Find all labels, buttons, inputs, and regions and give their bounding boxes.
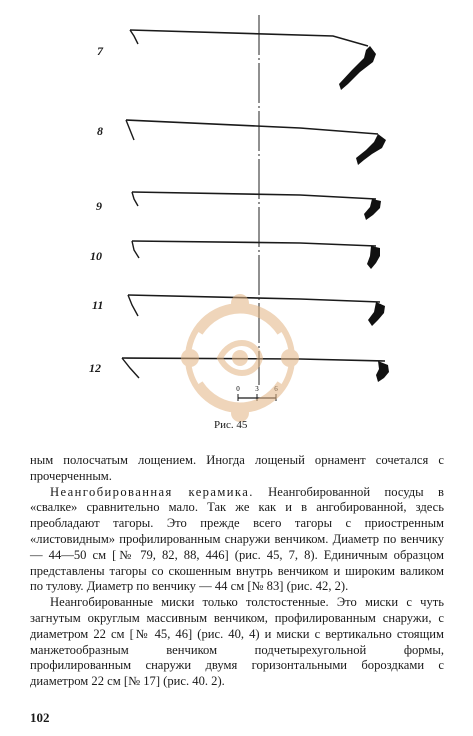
vessel-label-8: 8 [97, 124, 103, 138]
vessel-label-10: 10 [90, 249, 102, 263]
vessel-profile-8 [126, 120, 386, 165]
vessel-label-7: 7 [97, 44, 103, 58]
paragraph-1: ным полосчатым лощением. Иногда лощеный орнамент сочетался с прочерченным. [30, 453, 444, 483]
watermark-emblem [160, 283, 320, 433]
vessel-label-12: 12 [89, 361, 101, 375]
vessel-label-11: 11 [92, 298, 104, 312]
vessel-label-9: 9 [96, 199, 102, 213]
scale-tick-0: 0 [236, 385, 240, 393]
vessel-profile-7 [130, 30, 376, 90]
paragraph-2 [30, 485, 444, 596]
paragraph-2-body: Неангобированной посуды в «свалке» сравнительно мало. Так же как и в ангобированной, здесь преобладают тагоры. Это прежде всего тагоры с приостренным «листовидным» профилированным снаружи венчиком. Диаметр по венчику — 44—50 см [№ 79, 82, 88, 446] (рис. 45, 7, 8). Единичным образцом представлены тагоры со скошенным внутрь венчиком и широким валиком по тулову. Диаметр по венчику — 44 см [№ 83] (рис. 42, 2). [30, 484, 444, 594]
figure-caption: Рис. 45 [214, 419, 248, 431]
vessel-profile-9 [132, 192, 381, 220]
body-text [30, 453, 444, 690]
page-number: 102 [30, 710, 50, 725]
section-heading: Неангобированная керамика. [50, 484, 254, 499]
paragraph-3: Неангобированные миски только толстостенные. Это миски с чуть загнутым округлым массивным венчиком, профилированным снаружи, с диаметром 22 см [№ 45, 46] (рис. 40, 4) и миски с вертикально стоящим манжетообразным венчиком подчетырехугольной формы, профилированным снаружи двумя горизонтальными бороздками с диаметром 22 см [№ 17] (рис. 40. 2). [30, 595, 444, 689]
vessel-profile-10 [132, 241, 380, 269]
scale-tick-6: 6 [274, 385, 278, 393]
scale-tick-3: 3 [255, 385, 259, 393]
